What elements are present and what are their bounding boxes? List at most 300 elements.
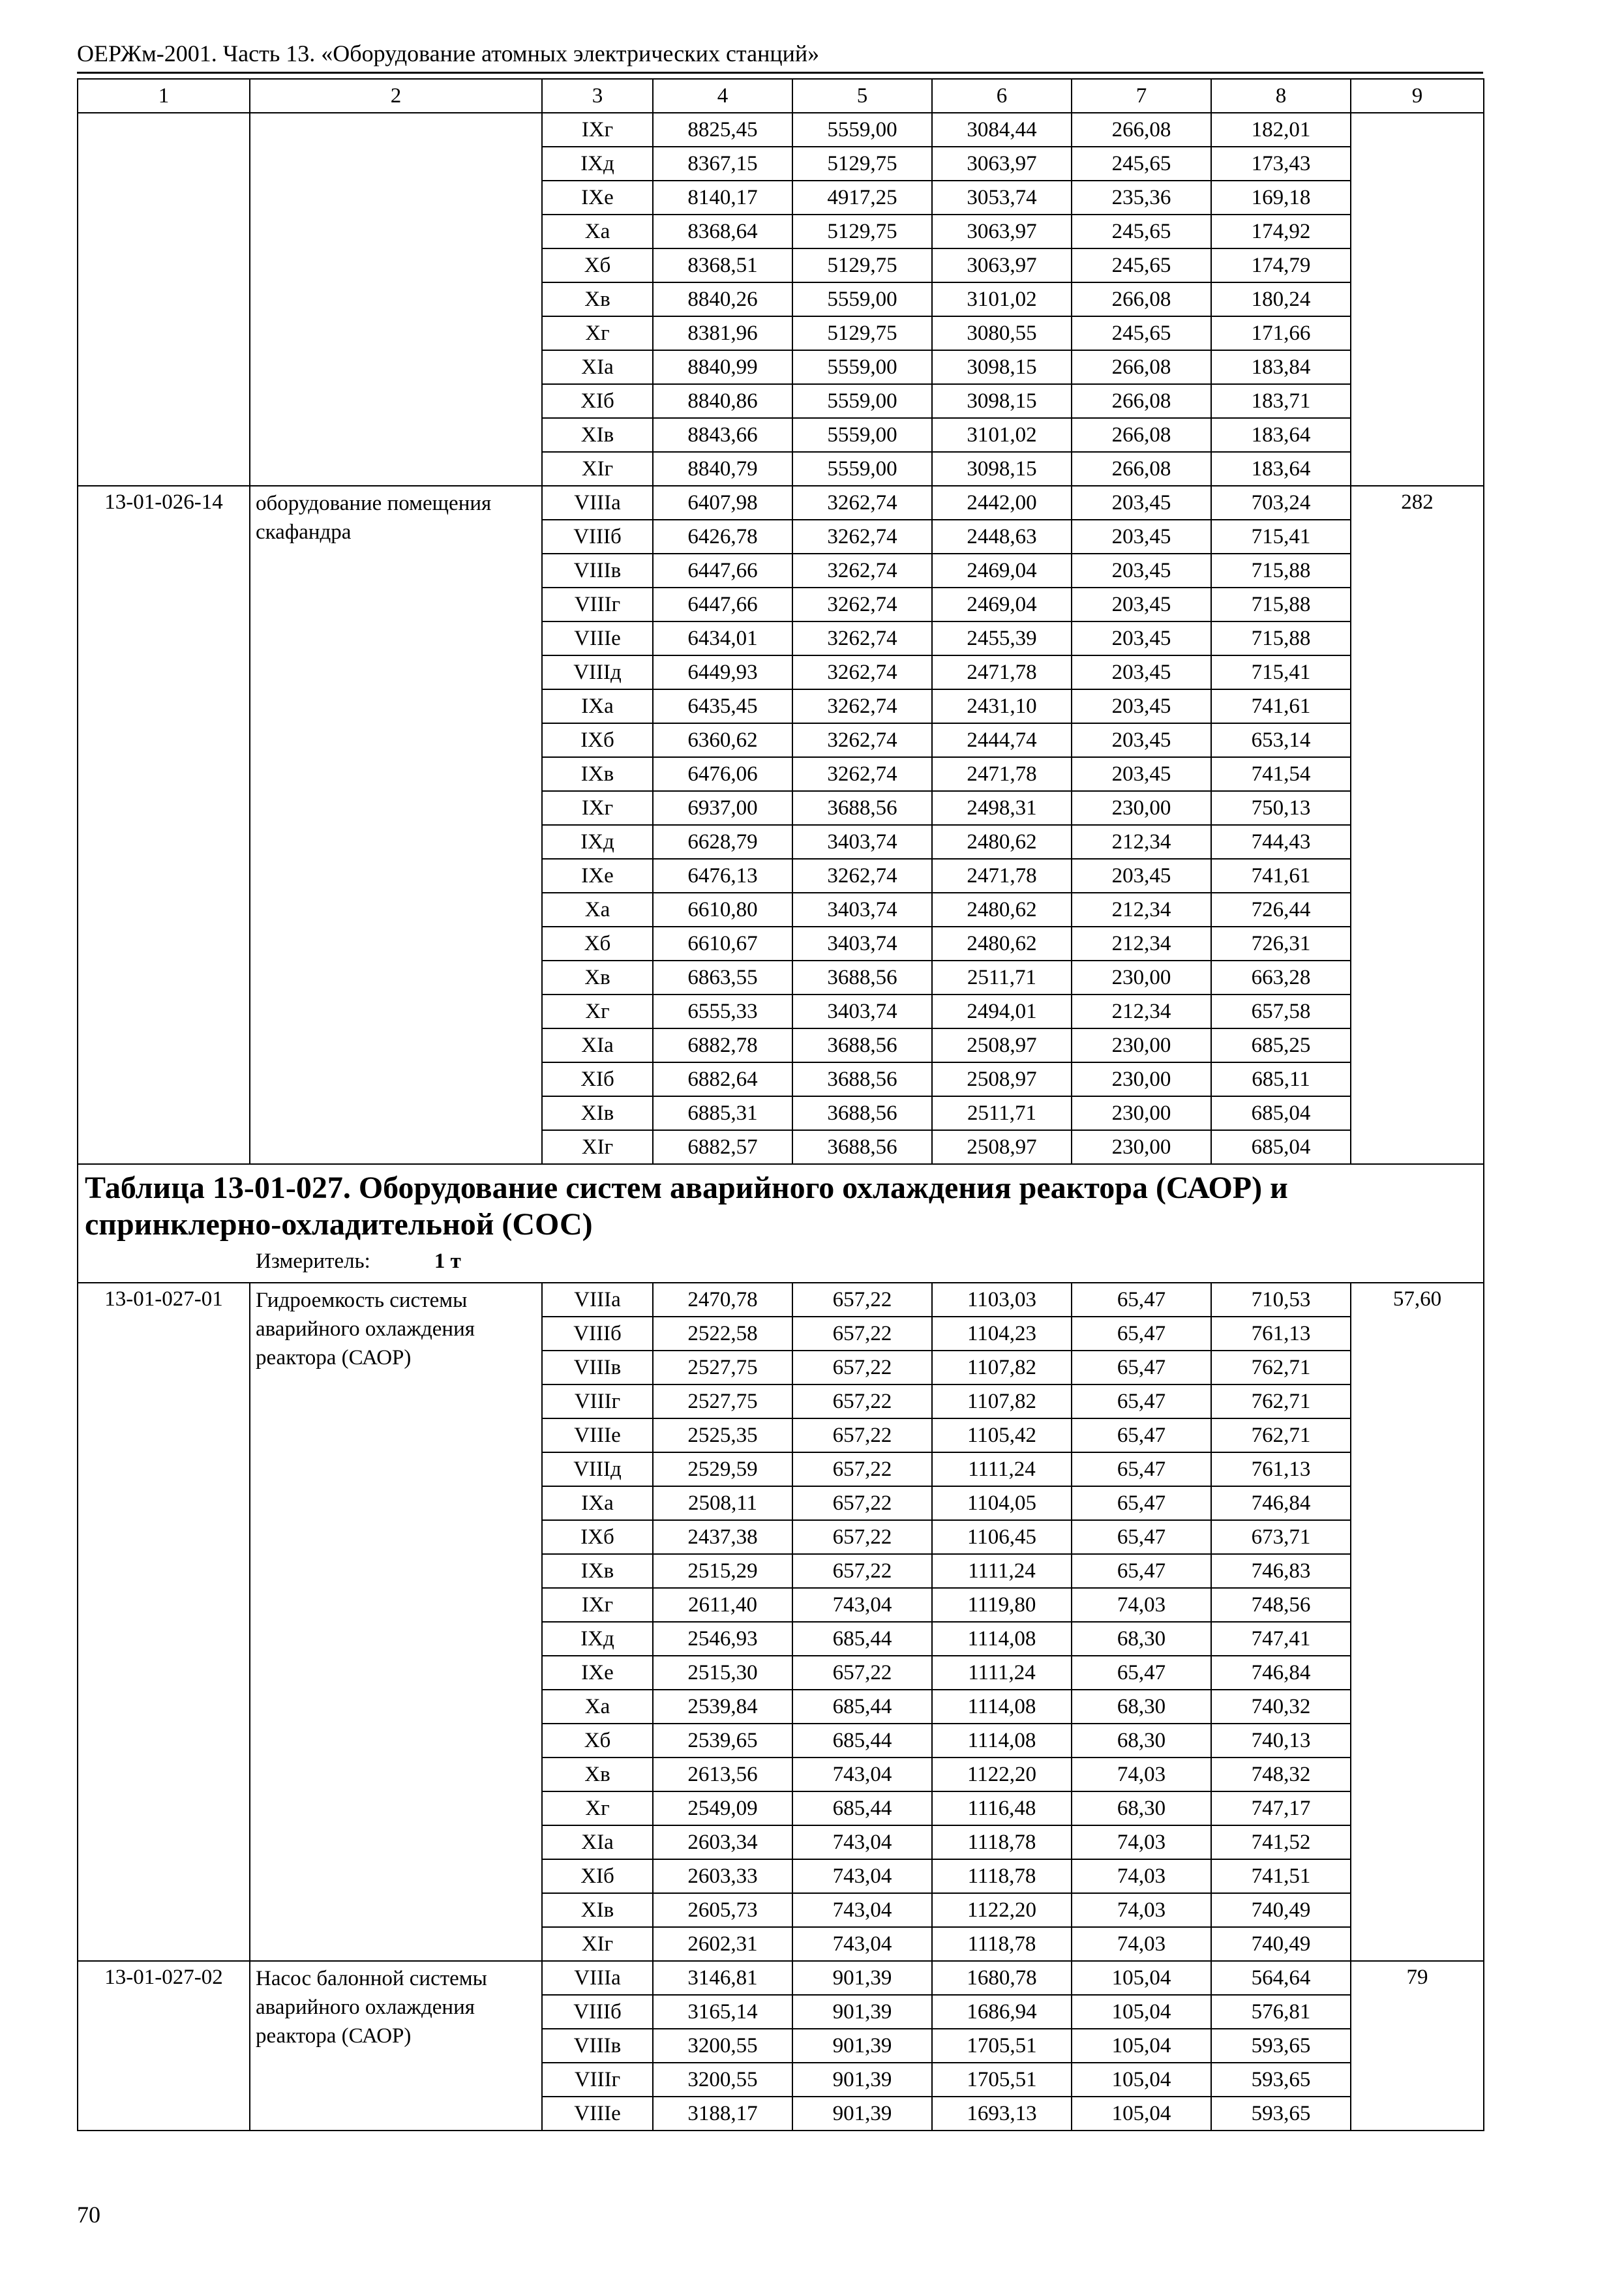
machine-cost-cell: 2494,01 [932,995,1072,1028]
materials-cost-cell: 685,04 [1211,1130,1351,1164]
machine-cost-cell: 2448,63 [932,520,1072,554]
operator-wage-cell: 65,47 [1072,1418,1211,1452]
machine-cost-cell: 2511,71 [932,961,1072,995]
zone-cell: Xг [542,995,653,1028]
machine-cost-cell: 2471,78 [932,757,1072,791]
materials-cost-cell: 703,24 [1211,486,1351,520]
materials-cost-cell: 741,61 [1211,859,1351,893]
materials-cost-cell: 715,88 [1211,621,1351,655]
operator-wage-cell: 105,04 [1072,1995,1211,2029]
labor-cost-cell: 5559,00 [792,282,932,316]
total-cost-cell: 3200,55 [653,2063,792,2097]
materials-cost-cell: 653,14 [1211,723,1351,757]
total-cost-cell: 6476,13 [653,859,792,893]
materials-cost-cell: 685,04 [1211,1096,1351,1130]
labor-cost-cell: 3262,74 [792,554,932,588]
labor-cost-cell: 743,04 [792,1927,932,1961]
zone-cell: VIIIв [542,2029,653,2063]
machine-cost-cell: 1111,24 [932,1554,1072,1588]
labor-cost-cell: 743,04 [792,1893,932,1927]
total-cost-cell: 6610,80 [653,893,792,927]
machine-cost-cell: 2480,62 [932,825,1072,859]
labor-cost-cell: 901,39 [792,2097,932,2131]
machine-cost-cell: 1118,78 [932,1825,1072,1859]
operator-wage-cell: 203,45 [1072,486,1211,520]
total-cost-cell: 2603,34 [653,1825,792,1859]
operator-wage-cell: 235,36 [1072,181,1211,215]
total-cost-cell: 6885,31 [653,1096,792,1130]
materials-cost-cell: 761,13 [1211,1317,1351,1351]
zone-cell: VIIIб [542,1317,653,1351]
materials-cost-cell: 746,83 [1211,1554,1351,1588]
zone-cell: XIг [542,452,653,486]
labor-cost-cell: 657,22 [792,1384,932,1418]
mass-cell [1351,113,1484,486]
zone-cell: Xа [542,893,653,927]
column-number: 8 [1211,79,1351,113]
materials-cost-cell: 747,17 [1211,1791,1351,1825]
labor-cost-cell: 5129,75 [792,248,932,282]
total-cost-cell: 2515,30 [653,1656,792,1690]
machine-cost-cell: 2469,04 [932,554,1072,588]
operator-wage-cell: 105,04 [1072,2063,1211,2097]
materials-cost-cell: 173,43 [1211,147,1351,181]
operator-wage-cell: 65,47 [1072,1283,1211,1317]
operator-wage-cell: 74,03 [1072,1927,1211,1961]
materials-cost-cell: 740,13 [1211,1724,1351,1758]
labor-cost-cell: 901,39 [792,2063,932,2097]
operator-wage-cell: 203,45 [1072,621,1211,655]
total-cost-cell: 6882,78 [653,1028,792,1062]
total-cost-cell: 2508,11 [653,1486,792,1520]
labor-cost-cell: 657,22 [792,1486,932,1520]
labor-cost-cell: 3403,74 [792,825,932,859]
machine-cost-cell: 1111,24 [932,1452,1072,1486]
total-cost-cell: 6882,57 [653,1130,792,1164]
table-row [78,113,1484,147]
materials-cost-cell: 593,65 [1211,2063,1351,2097]
labor-cost-cell: 5129,75 [792,316,932,350]
total-cost-cell: 3188,17 [653,2097,792,2131]
labor-cost-cell: 5559,00 [792,452,932,486]
total-cost-cell: 2529,59 [653,1452,792,1486]
materials-cost-cell: 673,71 [1211,1520,1351,1554]
operator-wage-cell: 266,08 [1072,384,1211,418]
materials-cost-cell: 663,28 [1211,961,1351,995]
section-row [78,1164,1484,1283]
item-description: Насос балонной системы аварийного охлаждения реактора (САОР) [250,1961,542,2131]
zone-cell: VIIIг [542,2063,653,2097]
labor-cost-cell: 901,39 [792,1961,932,1995]
materials-cost-cell: 726,44 [1211,893,1351,927]
operator-wage-cell: 203,45 [1072,689,1211,723]
zone-cell: IXе [542,181,653,215]
total-cost-cell: 8140,17 [653,181,792,215]
total-cost-cell: 8368,64 [653,215,792,248]
materials-cost-cell: 171,66 [1211,316,1351,350]
table-row [78,486,1484,520]
labor-cost-cell: 3403,74 [792,927,932,961]
operator-wage-cell: 203,45 [1072,723,1211,757]
operator-wage-cell: 65,47 [1072,1520,1211,1554]
operator-wage-cell: 266,08 [1072,418,1211,452]
machine-cost-cell: 3080,55 [932,316,1072,350]
labor-cost-cell: 685,44 [792,1724,932,1758]
operator-wage-cell: 74,03 [1072,1588,1211,1622]
operator-wage-cell: 203,45 [1072,554,1211,588]
labor-cost-cell: 3688,56 [792,1096,932,1130]
item-code: 13-01-027-01 [78,1283,250,1961]
operator-wage-cell: 68,30 [1072,1791,1211,1825]
zone-cell: VIIIе [542,621,653,655]
machine-cost-cell: 1107,82 [932,1384,1072,1418]
operator-wage-cell: 65,47 [1072,1452,1211,1486]
total-cost-cell: 8843,66 [653,418,792,452]
measure-row [85,1248,1477,1274]
operator-wage-cell: 68,30 [1072,1622,1211,1656]
machine-cost-cell: 1118,78 [932,1927,1072,1961]
column-number: 7 [1072,79,1211,113]
table-row [78,1961,1484,1995]
labor-cost-cell: 3403,74 [792,893,932,927]
total-cost-cell: 8368,51 [653,248,792,282]
item-description [250,113,542,486]
total-cost-cell: 2611,40 [653,1588,792,1622]
labor-cost-cell: 5129,75 [792,147,932,181]
zone-cell: Xб [542,1724,653,1758]
operator-wage-cell: 74,03 [1072,1893,1211,1927]
materials-cost-cell: 740,49 [1211,1927,1351,1961]
machine-cost-cell: 2442,00 [932,486,1072,520]
zone-cell: IXб [542,1520,653,1554]
zone-cell: VIIIе [542,1418,653,1452]
labor-cost-cell: 5129,75 [792,215,932,248]
zone-cell: XIг [542,1130,653,1164]
operator-wage-cell: 65,47 [1072,1554,1211,1588]
zone-cell: Xг [542,316,653,350]
machine-cost-cell: 1705,51 [932,2029,1072,2063]
machine-cost-cell: 2498,31 [932,791,1072,825]
materials-cost-cell: 169,18 [1211,181,1351,215]
operator-wage-cell: 74,03 [1072,1859,1211,1893]
machine-cost-cell: 1693,13 [932,2097,1072,2131]
machine-cost-cell: 3098,15 [932,452,1072,486]
operator-wage-cell: 203,45 [1072,757,1211,791]
item-code: 13-01-027-02 [78,1961,250,2131]
zone-cell: IXа [542,689,653,723]
labor-cost-cell: 3262,74 [792,621,932,655]
machine-cost-cell: 1116,48 [932,1791,1072,1825]
materials-cost-cell: 183,64 [1211,418,1351,452]
materials-cost-cell: 748,56 [1211,1588,1351,1622]
operator-wage-cell: 65,47 [1072,1384,1211,1418]
total-cost-cell: 2525,35 [653,1418,792,1452]
total-cost-cell: 6863,55 [653,961,792,995]
zone-cell: XIв [542,1893,653,1927]
total-cost-cell: 8825,45 [653,113,792,147]
total-cost-cell: 8367,15 [653,147,792,181]
operator-wage-cell: 68,30 [1072,1690,1211,1724]
materials-cost-cell: 576,81 [1211,1995,1351,2029]
labor-cost-cell: 3688,56 [792,1130,932,1164]
section-title: Таблица 13-01-027. Оборудование систем аварийного охлаждения реактора (САОР) и спринклерно-охладительной (СОС) [85,1171,1288,1242]
zone-cell: Xб [542,927,653,961]
total-cost-cell: 2527,75 [653,1384,792,1418]
operator-wage-cell: 203,45 [1072,655,1211,689]
total-cost-cell: 2470,78 [653,1283,792,1317]
total-cost-cell: 2549,09 [653,1791,792,1825]
total-cost-cell: 6449,93 [653,655,792,689]
materials-cost-cell: 762,71 [1211,1351,1351,1384]
machine-cost-cell: 2469,04 [932,588,1072,621]
zone-cell: IXе [542,1656,653,1690]
operator-wage-cell: 230,00 [1072,791,1211,825]
zone-cell: VIIIб [542,1995,653,2029]
machine-cost-cell: 1107,82 [932,1351,1072,1384]
operator-wage-cell: 230,00 [1072,1028,1211,1062]
materials-cost-cell: 748,32 [1211,1758,1351,1791]
machine-cost-cell: 3101,02 [932,418,1072,452]
machine-cost-cell: 1122,20 [932,1893,1072,1927]
zone-cell: IXд [542,147,653,181]
labor-cost-cell: 685,44 [792,1622,932,1656]
materials-cost-cell: 744,43 [1211,825,1351,859]
labor-cost-cell: 3262,74 [792,588,932,621]
measure-label: Измеритель: [256,1249,370,1273]
machine-cost-cell: 1680,78 [932,1961,1072,1995]
labor-cost-cell: 657,22 [792,1317,932,1351]
labor-cost-cell: 5559,00 [792,350,932,384]
machine-cost-cell: 1104,05 [932,1486,1072,1520]
operator-wage-cell: 230,00 [1072,1130,1211,1164]
operator-wage-cell: 203,45 [1072,520,1211,554]
operator-wage-cell: 65,47 [1072,1351,1211,1384]
labor-cost-cell: 657,22 [792,1283,932,1317]
total-cost-cell: 2522,58 [653,1317,792,1351]
operator-wage-cell: 266,08 [1072,350,1211,384]
labor-cost-cell: 657,22 [792,1656,932,1690]
operator-wage-cell: 230,00 [1072,1096,1211,1130]
materials-cost-cell: 685,25 [1211,1028,1351,1062]
operator-wage-cell: 245,65 [1072,215,1211,248]
labor-cost-cell: 743,04 [792,1588,932,1622]
machine-cost-cell: 2444,74 [932,723,1072,757]
machine-cost-cell: 3063,97 [932,147,1072,181]
materials-cost-cell: 750,13 [1211,791,1351,825]
materials-cost-cell: 685,11 [1211,1062,1351,1096]
total-cost-cell: 2602,31 [653,1927,792,1961]
materials-cost-cell: 741,54 [1211,757,1351,791]
machine-cost-cell: 1114,08 [932,1690,1072,1724]
labor-cost-cell: 3688,56 [792,791,932,825]
page-header-title: ОЕРЖм-2001. Часть 13. «Оборудование атомных электрических станций» [77,40,820,67]
labor-cost-cell: 3262,74 [792,859,932,893]
machine-cost-cell: 1705,51 [932,2063,1072,2097]
labor-cost-cell: 5559,00 [792,384,932,418]
zone-cell: IXв [542,1554,653,1588]
price-table [77,78,1484,2131]
materials-cost-cell: 657,58 [1211,995,1351,1028]
materials-cost-cell: 183,84 [1211,350,1351,384]
zone-cell: IXд [542,1622,653,1656]
zone-cell: XIб [542,1062,653,1096]
zone-cell: XIв [542,1096,653,1130]
total-cost-cell: 3200,55 [653,2029,792,2063]
zone-cell: IXб [542,723,653,757]
machine-cost-cell: 1114,08 [932,1724,1072,1758]
materials-cost-cell: 715,41 [1211,520,1351,554]
machine-cost-cell: 2480,62 [932,927,1072,961]
total-cost-cell: 8840,99 [653,350,792,384]
materials-cost-cell: 740,32 [1211,1690,1351,1724]
zone-cell: IXе [542,859,653,893]
zone-cell: XIа [542,1825,653,1859]
materials-cost-cell: 174,92 [1211,215,1351,248]
mass-cell: 282 [1351,486,1484,1164]
labor-cost-cell: 743,04 [792,1825,932,1859]
zone-cell: VIIIв [542,554,653,588]
total-cost-cell: 6435,45 [653,689,792,723]
machine-cost-cell: 2511,71 [932,1096,1072,1130]
total-cost-cell: 6882,64 [653,1062,792,1096]
materials-cost-cell: 746,84 [1211,1656,1351,1690]
header-rule [77,72,1483,74]
labor-cost-cell: 685,44 [792,1791,932,1825]
materials-cost-cell: 746,84 [1211,1486,1351,1520]
labor-cost-cell: 657,22 [792,1452,932,1486]
zone-cell: XIб [542,1859,653,1893]
zone-cell: Xв [542,1758,653,1791]
machine-cost-cell: 2508,97 [932,1028,1072,1062]
operator-wage-cell: 245,65 [1072,147,1211,181]
labor-cost-cell: 3262,74 [792,757,932,791]
operator-wage-cell: 65,47 [1072,1317,1211,1351]
operator-wage-cell: 105,04 [1072,1961,1211,1995]
section-header [78,1164,1484,1283]
machine-cost-cell: 3098,15 [932,350,1072,384]
operator-wage-cell: 203,45 [1072,859,1211,893]
materials-cost-cell: 593,65 [1211,2097,1351,2131]
labor-cost-cell: 685,44 [792,1690,932,1724]
materials-cost-cell: 183,64 [1211,452,1351,486]
operator-wage-cell: 266,08 [1072,113,1211,147]
zone-cell: XIа [542,350,653,384]
machine-cost-cell: 2508,97 [932,1130,1072,1164]
operator-wage-cell: 68,30 [1072,1724,1211,1758]
materials-cost-cell: 180,24 [1211,282,1351,316]
materials-cost-cell: 174,79 [1211,248,1351,282]
operator-wage-cell: 212,34 [1072,893,1211,927]
labor-cost-cell: 3403,74 [792,995,932,1028]
total-cost-cell: 8840,79 [653,452,792,486]
zone-cell: VIIIб [542,520,653,554]
machine-cost-cell: 2471,78 [932,859,1072,893]
total-cost-cell: 6426,78 [653,520,792,554]
zone-cell: VIIIв [542,1351,653,1384]
total-cost-cell: 6610,67 [653,927,792,961]
total-cost-cell: 6360,62 [653,723,792,757]
labor-cost-cell: 3262,74 [792,520,932,554]
machine-cost-cell: 3063,97 [932,248,1072,282]
operator-wage-cell: 212,34 [1072,927,1211,961]
machine-cost-cell: 3053,74 [932,181,1072,215]
zone-cell: VIIIа [542,486,653,520]
labor-cost-cell: 657,22 [792,1554,932,1588]
zone-cell: Xб [542,248,653,282]
machine-cost-cell: 1106,45 [932,1520,1072,1554]
table-row [78,1283,1484,1317]
operator-wage-cell: 212,34 [1072,995,1211,1028]
machine-cost-cell: 2480,62 [932,893,1072,927]
item-description: оборудование помещения скафандра [250,486,542,1164]
labor-cost-cell: 3262,74 [792,689,932,723]
total-cost-cell: 8840,26 [653,282,792,316]
materials-cost-cell: 715,88 [1211,554,1351,588]
materials-cost-cell: 740,49 [1211,1893,1351,1927]
labor-cost-cell: 3688,56 [792,1028,932,1062]
materials-cost-cell: 726,31 [1211,927,1351,961]
machine-cost-cell: 2431,10 [932,689,1072,723]
total-cost-cell: 2613,56 [653,1758,792,1791]
labor-cost-cell: 5559,00 [792,418,932,452]
zone-cell: Xв [542,961,653,995]
operator-wage-cell: 65,47 [1072,1486,1211,1520]
total-cost-cell: 2603,33 [653,1859,792,1893]
column-number: 1 [78,79,250,113]
zone-cell: VIIIг [542,588,653,621]
zone-cell: VIIIа [542,1961,653,1995]
machine-cost-cell: 1686,94 [932,1995,1072,2029]
machine-cost-cell: 1119,80 [932,1588,1072,1622]
labor-cost-cell: 657,22 [792,1351,932,1384]
zone-cell: IXа [542,1486,653,1520]
materials-cost-cell: 741,51 [1211,1859,1351,1893]
machine-cost-cell: 3063,97 [932,215,1072,248]
total-cost-cell: 2527,75 [653,1351,792,1384]
total-cost-cell: 2539,65 [653,1724,792,1758]
machine-cost-cell: 2455,39 [932,621,1072,655]
machine-cost-cell: 1114,08 [932,1622,1072,1656]
materials-cost-cell: 741,52 [1211,1825,1351,1859]
total-cost-cell: 2605,73 [653,1893,792,1927]
mass-cell: 79 [1351,1961,1484,2131]
total-cost-cell: 8381,96 [653,316,792,350]
machine-cost-cell: 3098,15 [932,384,1072,418]
labor-cost-cell: 901,39 [792,2029,932,2063]
total-cost-cell: 6434,01 [653,621,792,655]
zone-cell: IXг [542,791,653,825]
materials-cost-cell: 741,61 [1211,689,1351,723]
column-number: 9 [1351,79,1484,113]
page-number: 70 [77,2202,100,2228]
total-cost-cell: 2546,93 [653,1622,792,1656]
materials-cost-cell: 747,41 [1211,1622,1351,1656]
zone-cell: VIIIг [542,1384,653,1418]
zone-cell: IXд [542,825,653,859]
zone-cell: IXг [542,113,653,147]
zone-cell: XIв [542,418,653,452]
zone-cell: VIIIе [542,2097,653,2131]
operator-wage-cell: 105,04 [1072,2097,1211,2131]
zone-cell: Xг [542,1791,653,1825]
zone-cell: XIа [542,1028,653,1062]
machine-cost-cell: 2471,78 [932,655,1072,689]
table-body [78,113,1484,2131]
column-header-row [78,79,1484,113]
materials-cost-cell: 762,71 [1211,1384,1351,1418]
item-code [78,113,250,486]
machine-cost-cell: 1105,42 [932,1418,1072,1452]
